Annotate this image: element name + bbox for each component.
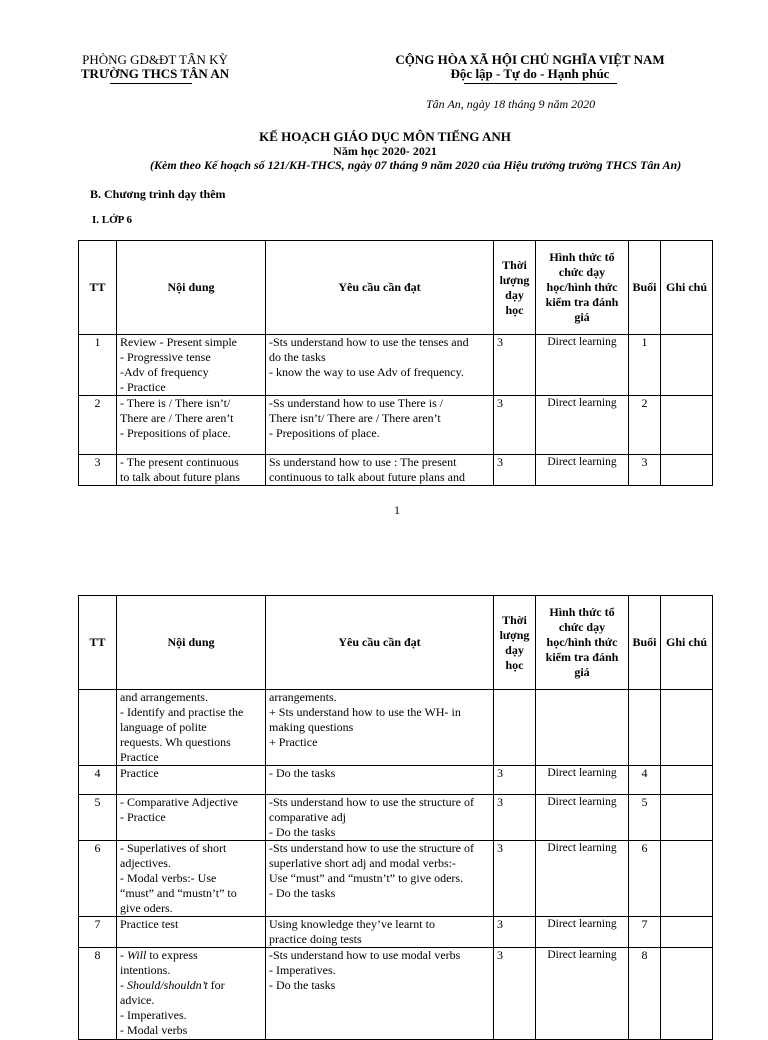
row-session: 4 (629, 766, 661, 795)
header-requirement: Yêu cầu cần đạt (266, 241, 494, 335)
header-note: Ghi chú (661, 241, 713, 335)
row-note (661, 795, 713, 841)
row-requirement (266, 396, 494, 455)
content-line: Practice (120, 766, 159, 780)
content-line: - Superlatives of short (120, 841, 227, 855)
requirement-line: There isn’t/ There are / There aren’t (269, 411, 441, 425)
motto-underline (464, 83, 617, 84)
table-row (79, 455, 713, 486)
content-line: - Progressive tense (120, 350, 211, 364)
row-duration: 3 (494, 917, 536, 948)
content-line: Practice (120, 750, 159, 764)
row-form: Direct learning (536, 795, 629, 841)
content-line: to talk about future plans (120, 470, 240, 484)
table-row (79, 795, 713, 841)
requirement-line: -Sts understand how to use the tenses and (269, 335, 469, 349)
document-reference-note: (Kèm theo Kế hoạch số 121/KH-THCS, ngày 07 tháng 9 năm 2020 của Hiệu trưởng trường THCS Tân An) (150, 158, 682, 172)
requirement-line: - Imperatives. (269, 963, 336, 977)
row-content (117, 690, 266, 766)
row-session: 1 (629, 335, 661, 396)
school-underline (110, 83, 192, 84)
content-line: “must” and “mustn’t” to (120, 886, 237, 900)
content-line: - The present continuous (120, 455, 239, 469)
row-content (117, 948, 266, 1040)
requirement-line: Using knowledge they’ve learnt to (269, 917, 435, 931)
requirement-line: comparative adj (269, 810, 346, 824)
row-form: Direct learning (536, 917, 629, 948)
row-note (661, 690, 713, 766)
content-line: advice. (120, 993, 155, 1007)
row-requirement (266, 690, 494, 766)
row-form: Direct learning (536, 841, 629, 917)
table-row (79, 396, 713, 455)
content-line: language of polite (120, 720, 207, 734)
row-note (661, 766, 713, 795)
plan-table-page-2 (78, 595, 713, 1040)
row-form: Direct learning (536, 335, 629, 396)
requirement-line: arrangements. (269, 690, 337, 704)
header-form: Hình thức tổ chức dạy học/hình thức kiểm tra đánh giá (536, 241, 629, 335)
row-duration: 3 (494, 335, 536, 396)
content-line: -Adv of frequency (120, 365, 209, 379)
department-name: PHÒNG GD&ĐT TÂN KỲ (82, 52, 228, 67)
row-session: 8 (629, 948, 661, 1040)
page-number: 1 (394, 503, 400, 517)
requirement-line: -Sts understand how to use modal verbs (269, 948, 461, 962)
header-duration: Thời lượng dạy học (494, 241, 536, 335)
row-note (661, 841, 713, 917)
row-session: 6 (629, 841, 661, 917)
table-row (79, 948, 713, 1040)
row-requirement (266, 795, 494, 841)
row-session: 2 (629, 396, 661, 455)
table-row (79, 766, 713, 795)
document-title: KẾ HOẠCH GIÁO DỤC MÔN TIẾNG ANH (259, 129, 511, 144)
school-name: TRƯỜNG THCS TÂN AN (80, 66, 230, 81)
content-line: adjectives. (120, 856, 171, 870)
header-duration: Thời lượng dạy học (494, 596, 536, 690)
content-line: - Imperatives. (120, 1008, 187, 1022)
header-session: Buổi (629, 596, 661, 690)
row-duration: 3 (494, 396, 536, 455)
requirement-line: superlative short adj and modal verbs:- (269, 856, 456, 870)
requirement-line: + Sts understand how to use the WH- in (269, 705, 461, 719)
row-note (661, 455, 713, 486)
table-row (79, 917, 713, 948)
row-requirement (266, 766, 494, 795)
row-content (117, 766, 266, 795)
content-line: - Modal verbs (120, 1023, 188, 1037)
requirement-line: - know the way to use Adv of frequency. (269, 365, 464, 379)
table-row (79, 841, 713, 917)
row-tt: 5 (79, 795, 117, 841)
row-duration: 3 (494, 841, 536, 917)
requirement-line: + Practice (269, 735, 318, 749)
requirement-line: - Do the tasks (269, 978, 336, 992)
requirement-line: practice doing tests (269, 932, 362, 946)
content-line: give oders. (120, 901, 173, 915)
row-note (661, 396, 713, 455)
row-tt: 4 (79, 766, 117, 795)
national-motto: Độc lập - Tự do - Hạnh phúc (450, 66, 610, 81)
row-duration: 3 (494, 948, 536, 1040)
table-row (79, 690, 713, 766)
requirement-line: Use “must” and “mustn’t” to give oders. (269, 871, 464, 885)
school-year: Năm học 2020- 2021 (333, 144, 437, 158)
requirement-line: - Do the tasks (269, 886, 336, 900)
table-header-row (79, 241, 713, 335)
row-tt: 2 (79, 396, 117, 455)
content-line: - Practice (120, 380, 166, 394)
requirement-line: do the tasks (269, 350, 326, 364)
row-content (117, 795, 266, 841)
row-content (117, 841, 266, 917)
header-requirement: Yêu cầu cần đạt (266, 596, 494, 690)
header-session: Buổi (629, 241, 661, 335)
header-tt: TT (79, 241, 117, 335)
row-content (117, 455, 266, 486)
row-form (536, 690, 629, 766)
row-tt: 3 (79, 455, 117, 486)
content-line: and arrangements. (120, 690, 208, 704)
row-session (629, 690, 661, 766)
content-line: - Prepositions of place. (120, 426, 231, 440)
row-form: Direct learning (536, 455, 629, 486)
row-tt: 1 (79, 335, 117, 396)
table-header-row (79, 596, 713, 690)
content-line: Practice test (120, 917, 179, 931)
requirement-line: continuous to talk about future plans and (269, 470, 465, 484)
row-duration: 3 (494, 766, 536, 795)
row-form: Direct learning (536, 766, 629, 795)
requirement-line: - Prepositions of place. (269, 426, 380, 440)
plan-table-page-1 (78, 240, 713, 486)
content-line: - Modal verbs:- Use (120, 871, 217, 885)
content-line: There are / There aren’t (120, 411, 234, 425)
row-tt (79, 690, 117, 766)
row-session: 7 (629, 917, 661, 948)
row-duration (494, 690, 536, 766)
row-session: 5 (629, 795, 661, 841)
row-content (117, 335, 266, 396)
document-date: Tân An, ngày 18 tháng 9 năm 2020 (426, 97, 596, 111)
header-tt: TT (79, 596, 117, 690)
content-line: - Should/shouldn’t for (120, 978, 225, 992)
row-note (661, 948, 713, 1040)
row-tt: 7 (79, 917, 117, 948)
country-name: CỘNG HÒA XÃ HỘI CHỦ NGHĨA VIỆT NAM (395, 52, 665, 67)
requirement-line: making questions (269, 720, 354, 734)
requirement-line: - Do the tasks (269, 766, 336, 780)
content-line: - Will to express (120, 948, 198, 962)
row-content (117, 396, 266, 455)
content-line: Review - Present simple (120, 335, 237, 349)
requirement-line: -Sts understand how to use the structure of (269, 841, 474, 855)
table-row (79, 335, 713, 396)
row-requirement (266, 841, 494, 917)
content-line: - Practice (120, 810, 166, 824)
header-content: Nội dung (117, 241, 266, 335)
row-session: 3 (629, 455, 661, 486)
header-note: Ghi chú (661, 596, 713, 690)
requirement-line: -Sts understand how to use the structure of (269, 795, 474, 809)
row-requirement (266, 455, 494, 486)
requirement-line: -Ss understand how to use There is / (269, 396, 444, 410)
header-content: Nội dung (117, 596, 266, 690)
content-line: requests. Wh questions (120, 735, 231, 749)
requirement-line: Ss understand how to use : The present (269, 455, 457, 469)
content-line: - Identify and practise the (120, 705, 244, 719)
row-requirement (266, 948, 494, 1040)
row-tt: 6 (79, 841, 117, 917)
row-duration: 3 (494, 455, 536, 486)
row-duration: 3 (494, 795, 536, 841)
row-form: Direct learning (536, 948, 629, 1040)
row-requirement (266, 335, 494, 396)
requirement-line: - Do the tasks (269, 825, 336, 839)
subsection-heading: I. LỚP 6 (92, 214, 133, 226)
row-requirement (266, 917, 494, 948)
content-line: - There is / There isn’t/ (120, 396, 231, 410)
content-line: intentions. (120, 963, 171, 977)
row-note (661, 335, 713, 396)
header-form: Hình thức tổ chức dạy học/hình thức kiểm tra đánh giá (536, 596, 629, 690)
row-tt: 8 (79, 948, 117, 1040)
row-content (117, 917, 266, 948)
content-line: - Comparative Adjective (120, 795, 238, 809)
section-heading: B. Chương trình dạy thêm (90, 187, 226, 201)
row-note (661, 917, 713, 948)
row-form: Direct learning (536, 396, 629, 455)
